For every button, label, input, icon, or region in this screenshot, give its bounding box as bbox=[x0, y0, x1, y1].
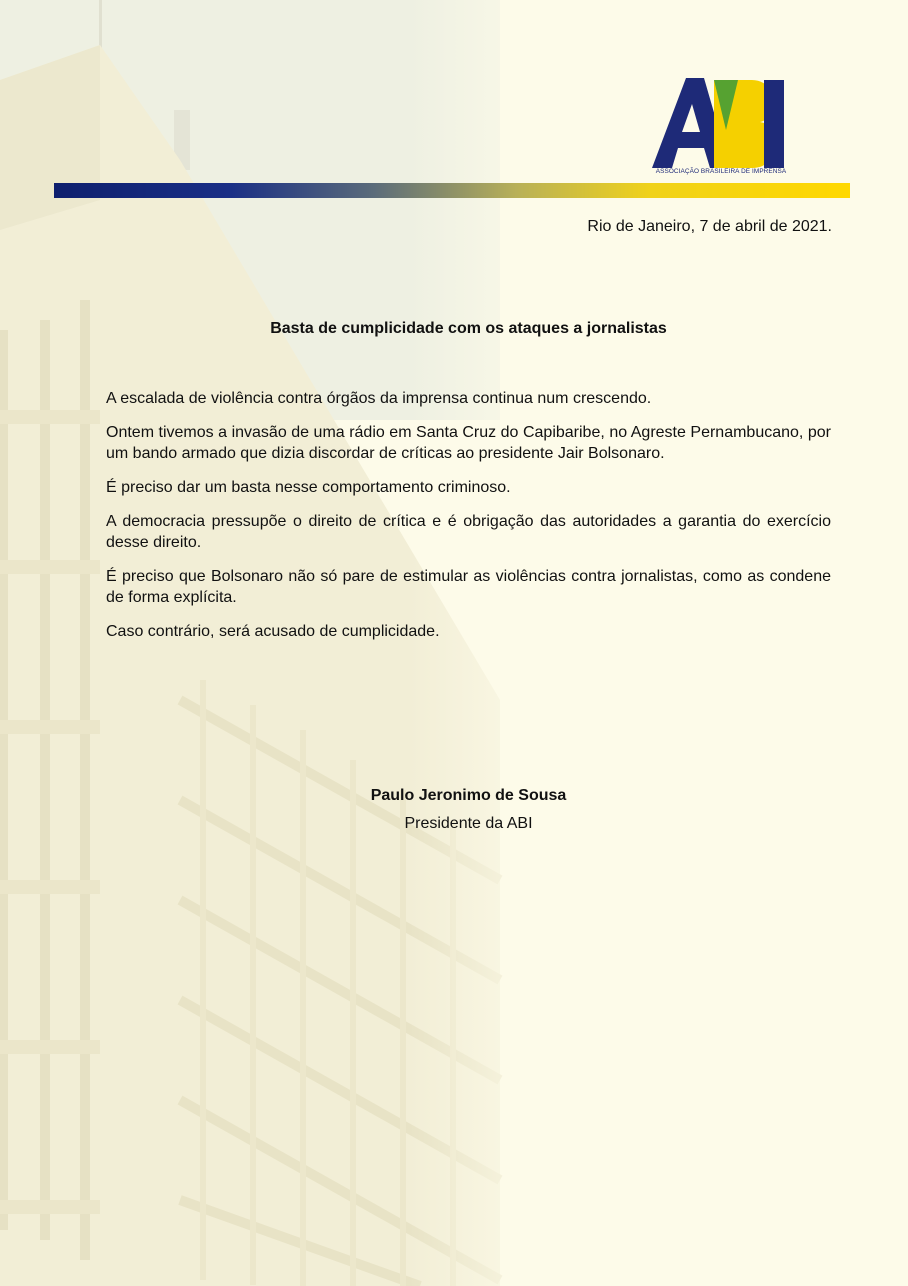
paragraph: A democracia pressupõe o direito de crítica e é obrigação das autoridades a garantia do exercício desse direito. bbox=[106, 513, 831, 551]
paragraph: Ontem tivemos a invasão de uma rádio em Santa Cruz do Capibaribe, no Agreste Pernambucano, por um bando armado que dizia discordar de críticas ao presidente Jair Bolsonaro. bbox=[106, 424, 831, 462]
paragraph: A escalada de violência contra órgãos da imprensa continua num crescendo. bbox=[106, 390, 652, 407]
letter-title: Basta de cumplicidade com os ataques a jornalistas bbox=[270, 320, 667, 337]
signatory-name: Paulo Jeronimo de Sousa bbox=[370, 787, 567, 804]
letter-body bbox=[106, 388, 831, 655]
letter-date: Rio de Janeiro, 7 de abril de 2021. bbox=[587, 218, 832, 235]
paragraph: É preciso que Bolsonaro não só pare de estimular as violências contra jornalistas, como as condene de forma explícita. bbox=[106, 568, 831, 606]
signatory-role: Presidente da ABI bbox=[404, 815, 533, 832]
logo-caption: ASSOCIAÇÃO BRASILEIRA DE IMPRENSA bbox=[655, 168, 787, 175]
signature-block bbox=[106, 787, 831, 833]
paragraph: É preciso dar um basta nesse comportamento criminoso. bbox=[106, 479, 511, 496]
paragraph: Caso contrário, será acusado de cumplicidade. bbox=[106, 623, 440, 640]
